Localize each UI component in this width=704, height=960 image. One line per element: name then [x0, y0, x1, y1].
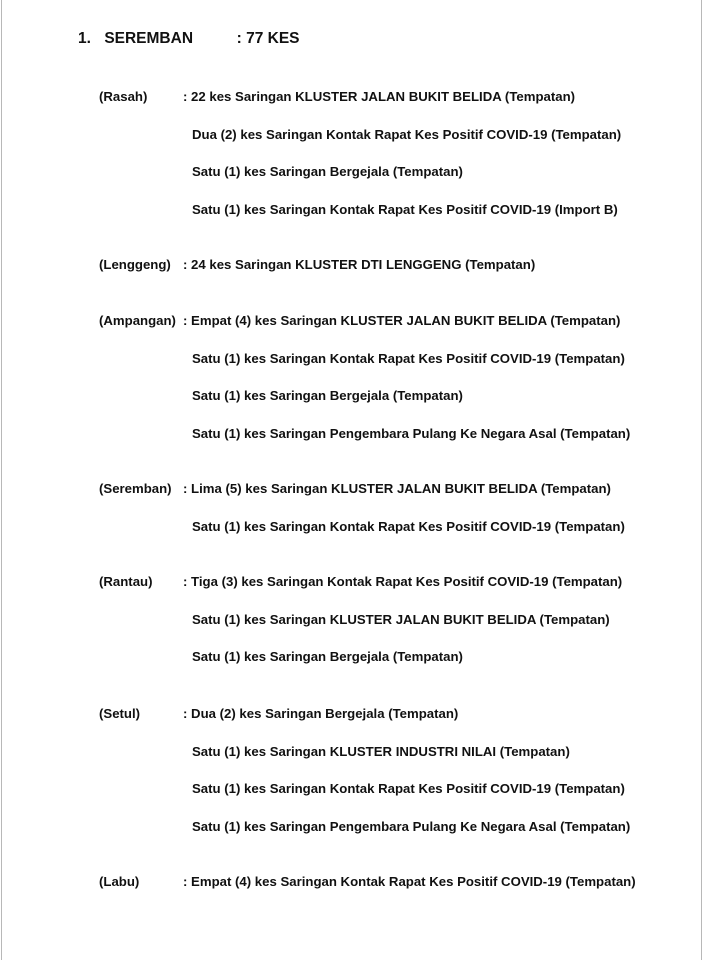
case-line: : Dua (2) kes Saringan Bergejala (Tempatan) — [183, 706, 459, 721]
location-label: (Seremban) — [99, 481, 172, 496]
case-line: : 24 kes Saringan KLUSTER DTI LENGGENG (Tempatan) — [183, 257, 536, 272]
case-line: Satu (1) kes Saringan Bergejala (Tempatan) — [192, 649, 463, 664]
document-page — [1, 0, 702, 960]
case-line: : Empat (4) kes Saringan Kontak Rapat Kes Positif COVID-19 (Tempatan) — [183, 874, 636, 889]
case-line: Satu (1) kes Saringan KLUSTER JALAN BUKIT BELIDA (Tempatan) — [192, 611, 610, 627]
heading-district: SEREMBAN — [104, 30, 194, 47]
location-label: (Labu) — [99, 874, 140, 889]
case-line: Dua (2) kes Saringan Kontak Rapat Kes Positif COVID-19 (Tempatan) — [192, 126, 622, 142]
case-line: Satu (1) kes Saringan Kontak Rapat Kes Positif COVID-19 (Tempatan) — [192, 350, 625, 366]
case-line: Satu (1) kes Saringan Pengembara Pulang Ke Negara Asal (Tempatan) — [192, 425, 631, 441]
case-line: : Empat (4) kes Saringan KLUSTER JALAN BUKIT BELIDA (Tempatan) — [183, 313, 621, 328]
district-heading — [78, 30, 300, 48]
location-label: (Lenggeng) — [99, 257, 171, 272]
heading-number: 1. — [78, 30, 91, 47]
heading-total: : 77 KES — [236, 30, 300, 47]
case-line: : 22 kes Saringan KLUSTER JALAN BUKIT BELIDA (Tempatan) — [183, 89, 576, 104]
location-label: (Rasah) — [99, 89, 148, 104]
case-line: Satu (1) kes Saringan Kontak Rapat Kes Positif COVID-19 (Import B) — [192, 201, 618, 217]
case-line: Satu (1) kes Saringan Bergejala (Tempatan) — [192, 164, 463, 179]
location-label: (Setul) — [99, 706, 141, 721]
case-line: : Lima (5) kes Saringan KLUSTER JALAN BUKIT BELIDA (Tempatan) — [183, 481, 611, 496]
location-label: (Rantau) — [99, 574, 153, 589]
case-line: Satu (1) kes Saringan Pengembara Pulang Ke Negara Asal (Tempatan) — [192, 818, 631, 834]
case-line: Satu (1) kes Saringan Kontak Rapat Kes Positif COVID-19 (Tempatan) — [192, 781, 625, 796]
case-line: Satu (1) kes Saringan Kontak Rapat Kes Positif COVID-19 (Tempatan) — [192, 518, 625, 534]
location-label: (Ampangan) — [99, 313, 176, 328]
case-line: Satu (1) kes Saringan Bergejala (Tempatan) — [192, 388, 463, 403]
case-line: : Tiga (3) kes Saringan Kontak Rapat Kes Positif COVID-19 (Tempatan) — [183, 574, 623, 589]
case-line: Satu (1) kes Saringan KLUSTER INDUSTRI NILAI (Tempatan) — [192, 743, 570, 759]
